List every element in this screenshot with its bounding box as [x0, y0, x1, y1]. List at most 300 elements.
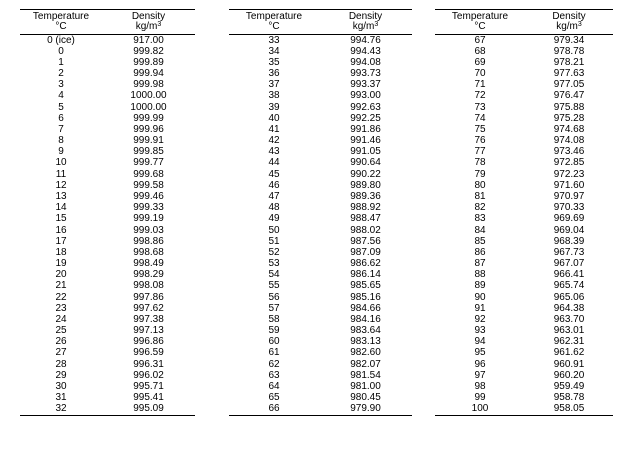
- temperature-cell: 22: [55, 291, 67, 303]
- table-row: [229, 225, 412, 236]
- table-row: [435, 404, 613, 416]
- temperature-cell: 21: [55, 280, 67, 292]
- temperature-cell: 35: [268, 56, 280, 68]
- temperature-cell: 34: [268, 45, 280, 57]
- table-row: [229, 91, 412, 102]
- temperature-cell: 38: [268, 90, 280, 102]
- table-row: [229, 57, 412, 68]
- table-row: [20, 314, 195, 325]
- temperature-cell: 45: [268, 168, 280, 180]
- table-row: [20, 102, 195, 113]
- table-row: [435, 169, 613, 180]
- table-row: [435, 91, 613, 102]
- table-row: [229, 258, 412, 269]
- temperature-unit: °C: [20, 22, 102, 35]
- temperature-cell: 51: [268, 235, 280, 247]
- density-cell: 990.22: [350, 168, 381, 180]
- table-row: [435, 158, 613, 169]
- density-table-3: [435, 9, 613, 416]
- table-row: [435, 203, 613, 214]
- temperature-cell: 87: [474, 258, 486, 270]
- density-cell: 992.25: [350, 112, 381, 124]
- temperature-cell: 2: [58, 68, 64, 80]
- temperature-cell: 41: [268, 123, 280, 135]
- temperature-cell: 55: [268, 280, 280, 292]
- table-row: [20, 292, 195, 303]
- table-row: [229, 348, 412, 359]
- temperature-cell: 74: [474, 112, 486, 124]
- table-row: [435, 325, 613, 336]
- temperature-cell: 65: [268, 392, 280, 404]
- table-row: [229, 80, 412, 91]
- table-row: [435, 35, 613, 47]
- density-cell: 972.85: [553, 157, 585, 169]
- temperature-cell: 60: [268, 336, 280, 348]
- density-cell: 995.41: [133, 392, 164, 404]
- temperature-cell: 54: [268, 269, 280, 281]
- table-row: [229, 359, 412, 370]
- density-cell: 986.62: [350, 258, 381, 270]
- temperature-cell: 25: [55, 325, 67, 337]
- temperature-cell: 52: [268, 246, 280, 258]
- density-cell: 969.04: [553, 224, 585, 236]
- table-row: [435, 281, 613, 292]
- temperature-cell: 96: [474, 358, 486, 370]
- density-cell: 999.91: [133, 135, 164, 147]
- temperature-cell: 5: [58, 101, 64, 113]
- table-row: [229, 203, 412, 214]
- density-cell: 999.03: [133, 224, 164, 236]
- table-row: [229, 136, 412, 147]
- temperature-cell: 6: [58, 112, 64, 124]
- density-cell: 999.89: [133, 56, 164, 68]
- temperature-cell: 66: [229, 404, 319, 416]
- table-row: [20, 381, 195, 392]
- density-cell: 999.46: [133, 190, 164, 202]
- density-cell: 983.13: [350, 336, 381, 348]
- density-cell: 998.08: [133, 280, 164, 292]
- density-unit: $kg/m^3$: [102, 22, 195, 35]
- density-cell: 974.68: [553, 123, 585, 135]
- temperature-cell: 91: [474, 302, 486, 314]
- density-cell: 974.08: [553, 135, 585, 147]
- temperature-cell: 0 (ice): [47, 34, 75, 46]
- table-row: [229, 247, 412, 258]
- temperature-cell: 89: [474, 280, 486, 292]
- density-cell: 970.97: [553, 190, 585, 202]
- density-cell: 999.68: [133, 168, 164, 180]
- density-cell: 991.46: [350, 135, 381, 147]
- temperature-cell: 67: [474, 34, 486, 46]
- temperature-cell: 44: [268, 157, 280, 169]
- temperature-cell: 33: [268, 34, 280, 46]
- density-cell: 994.43: [350, 45, 381, 57]
- density-cell: 989.80: [350, 179, 381, 191]
- temperature-cell: 71: [474, 79, 486, 91]
- table-row: [20, 281, 195, 292]
- table-row: [435, 370, 613, 381]
- table-row: [435, 113, 613, 124]
- density-cell: 978.78: [553, 45, 585, 57]
- density-cell: 966.41: [553, 269, 585, 281]
- temperature-cell: 58: [268, 313, 280, 325]
- temperature-cell: 40: [268, 112, 280, 124]
- temperature-cell: 8: [58, 135, 64, 147]
- table-row: [435, 136, 613, 147]
- table-row: [229, 303, 412, 314]
- density-cell: 975.88: [553, 101, 585, 113]
- temperature-cell: 30: [55, 380, 67, 392]
- temperature-cell: 11: [55, 168, 67, 180]
- table-row: [435, 337, 613, 348]
- table-row: [435, 292, 613, 303]
- temperature-cell: 4: [58, 90, 64, 102]
- table-row: [20, 69, 195, 80]
- table-row: [229, 214, 412, 225]
- temperature-cell: 64: [268, 380, 280, 392]
- table-row: [435, 102, 613, 113]
- table-row: [20, 80, 195, 91]
- table-row: [435, 124, 613, 135]
- density-cell: 999.19: [133, 213, 164, 225]
- table-row: [20, 46, 195, 57]
- table-row: [435, 225, 613, 236]
- temperature-cell: 15: [55, 213, 67, 225]
- table-row: [229, 180, 412, 191]
- table-row: [229, 325, 412, 336]
- temperature-cell: 28: [55, 358, 67, 370]
- table-row: [20, 147, 195, 158]
- temperature-cell: 32: [20, 404, 102, 416]
- density-cell: 988.02: [350, 224, 381, 236]
- table-row: [229, 337, 412, 348]
- density-cell: 999.82: [133, 45, 164, 57]
- temperature-cell: 20: [55, 269, 67, 281]
- table-row: [229, 124, 412, 135]
- density-cell: 987.09: [350, 246, 381, 258]
- table-row: [20, 124, 195, 135]
- density-cell: 992.63: [350, 101, 381, 113]
- density-cell: 993.73: [350, 68, 381, 80]
- density-cell: 982.07: [350, 358, 381, 370]
- temperature-cell: 76: [474, 135, 486, 147]
- table-row: [435, 393, 613, 404]
- table-row: [20, 91, 195, 102]
- table-row: [20, 258, 195, 269]
- density-cell: 975.28: [553, 112, 585, 124]
- density-header: Density: [319, 10, 412, 23]
- table-row: [435, 46, 613, 57]
- temperature-cell: 98: [474, 380, 486, 392]
- density-cell: 998.86: [133, 235, 164, 247]
- temperature-cell: 42: [268, 135, 280, 147]
- density-cell: 999.99: [133, 112, 164, 124]
- table-row: [20, 169, 195, 180]
- temperature-cell: 0: [58, 45, 64, 57]
- table-row: [20, 247, 195, 258]
- temperature-cell: 73: [474, 101, 486, 113]
- table-row: [20, 191, 195, 202]
- table-row: [435, 303, 613, 314]
- table-row: [20, 35, 195, 47]
- density-header: Density: [102, 10, 195, 23]
- temperature-cell: 17: [55, 235, 67, 247]
- density-cell: 971.60: [553, 179, 585, 191]
- temperature-cell: 29: [55, 369, 67, 381]
- density-cell: 965.06: [553, 291, 585, 303]
- density-cell: 987.56: [350, 235, 381, 247]
- temperature-cell: 18: [55, 246, 67, 258]
- table-row: [229, 69, 412, 80]
- temperature-cell: 50: [268, 224, 280, 236]
- density-cell: 997.62: [133, 302, 164, 314]
- density-cell: 960.20: [553, 369, 585, 381]
- density-cell: 999.58: [133, 179, 164, 191]
- table-row: [20, 370, 195, 381]
- temperature-unit: °C: [229, 22, 319, 35]
- density-cell: 998.68: [133, 246, 164, 258]
- table-row: [229, 404, 412, 416]
- density-cell: 978.21: [553, 56, 585, 68]
- temperature-cell: 16: [55, 224, 67, 236]
- temperature-cell: 36: [268, 68, 280, 80]
- temperature-cell: 95: [474, 347, 486, 359]
- density-cell: 967.73: [553, 246, 585, 258]
- density-cell: 991.86: [350, 123, 381, 135]
- density-cell: 1000.00: [130, 101, 167, 113]
- density-cell: 998.49: [133, 258, 164, 270]
- density-table-2: [229, 9, 412, 416]
- temperature-cell: 94: [474, 336, 486, 348]
- table-row: [435, 80, 613, 91]
- temperature-cell: 100: [435, 404, 525, 416]
- density-cell: 988.47: [350, 213, 381, 225]
- temperature-cell: 61: [268, 347, 280, 359]
- table-row: [229, 381, 412, 392]
- temperature-cell: 31: [55, 392, 67, 404]
- density-cell: 996.31: [133, 358, 164, 370]
- temperature-cell: 3: [58, 79, 64, 91]
- table-row: [435, 214, 613, 225]
- density-cell: 999.85: [133, 146, 164, 158]
- density-cell: 991.05: [350, 146, 381, 158]
- table-row: [435, 69, 613, 80]
- temperature-header: Temperature: [435, 10, 525, 23]
- density-cell: 977.63: [553, 68, 585, 80]
- temperature-cell: 81: [474, 190, 486, 202]
- temperature-cell: 27: [55, 347, 67, 359]
- temperature-cell: 23: [55, 302, 67, 314]
- temperature-cell: 78: [474, 157, 486, 169]
- temperature-cell: 88: [474, 269, 486, 281]
- temperature-cell: 12: [55, 179, 67, 191]
- density-cell: 999.98: [133, 79, 164, 91]
- table-row: [229, 46, 412, 57]
- density-cell: 967.07: [553, 258, 585, 270]
- table-row: [229, 102, 412, 113]
- temperature-cell: 84: [474, 224, 486, 236]
- temperature-cell: 9: [58, 146, 64, 158]
- table-row: [435, 359, 613, 370]
- density-cell: 995.71: [133, 380, 164, 392]
- density-cell: 962.31: [553, 336, 585, 348]
- table-row: [229, 236, 412, 247]
- table-row: [435, 236, 613, 247]
- density-cell: 959.49: [553, 380, 585, 392]
- table-row: [20, 236, 195, 247]
- table-row: [20, 203, 195, 214]
- table-row: [229, 314, 412, 325]
- temperature-cell: 79: [474, 168, 486, 180]
- density-cell: 985.16: [350, 291, 381, 303]
- table-row: [435, 180, 613, 191]
- temperature-cell: 26: [55, 336, 67, 348]
- density-cell: 999.96: [133, 123, 164, 135]
- temperature-cell: 86: [474, 246, 486, 258]
- table-row: [20, 225, 195, 236]
- temperature-cell: 7: [58, 123, 64, 135]
- table-row: [229, 35, 412, 47]
- temperature-unit: °C: [435, 22, 525, 35]
- density-cell: 979.90: [319, 404, 412, 416]
- table-row: [229, 158, 412, 169]
- density-cell: 999.77: [133, 157, 164, 169]
- density-cell: 979.34: [553, 34, 585, 46]
- temperature-cell: 83: [474, 213, 486, 225]
- temperature-cell: 99: [474, 392, 486, 404]
- table-row: [229, 169, 412, 180]
- temperature-cell: 48: [268, 202, 280, 214]
- temperature-cell: 49: [268, 213, 280, 225]
- temperature-cell: 62: [268, 358, 280, 370]
- table-row: [435, 270, 613, 281]
- table-row: [435, 247, 613, 258]
- temperature-cell: 82: [474, 202, 486, 214]
- table-row: [229, 370, 412, 381]
- temperature-cell: 80: [474, 179, 486, 191]
- density-cell: 964.38: [553, 302, 585, 314]
- temperature-cell: 56: [268, 291, 280, 303]
- density-cell: 917.00: [133, 34, 164, 46]
- table-row: [20, 214, 195, 225]
- density-cell: 990.64: [350, 157, 381, 169]
- temperature-cell: 46: [268, 179, 280, 191]
- table-row: [435, 191, 613, 202]
- density-cell: 973.46: [553, 146, 585, 158]
- table-row: [229, 292, 412, 303]
- density-cell: 981.54: [350, 369, 381, 381]
- temperature-cell: 13: [55, 190, 67, 202]
- density-cell: 976.47: [553, 90, 585, 102]
- density-cell: 989.36: [350, 190, 381, 202]
- density-cell: 970.33: [553, 202, 585, 214]
- density-cell: 997.38: [133, 313, 164, 325]
- table-row: [20, 404, 195, 416]
- table-row: [229, 147, 412, 158]
- table-row: [229, 113, 412, 124]
- density-cell: 980.45: [350, 392, 381, 404]
- density-cell: 984.66: [350, 302, 381, 314]
- density-cell: 996.86: [133, 336, 164, 348]
- density-cell: 968.39: [553, 235, 585, 247]
- temperature-cell: 69: [474, 56, 486, 68]
- density-cell: 998.29: [133, 269, 164, 281]
- table-row: [20, 113, 195, 124]
- table-row: [20, 57, 195, 68]
- density-cell: 996.59: [133, 347, 164, 359]
- density-cell: 988.92: [350, 202, 381, 214]
- temperature-cell: 39: [268, 101, 280, 113]
- table-row: [435, 348, 613, 359]
- density-cell: 963.01: [553, 325, 585, 337]
- density-cell: 986.14: [350, 269, 381, 281]
- temperature-cell: 14: [55, 202, 67, 214]
- temperature-cell: 43: [268, 146, 280, 158]
- density-cell: 993.00: [350, 90, 381, 102]
- density-cell: 981.00: [350, 380, 381, 392]
- density-cell: 977.05: [553, 79, 585, 91]
- density-cell: 994.76: [350, 34, 381, 46]
- density-cell: 994.08: [350, 56, 381, 68]
- table-row: [435, 314, 613, 325]
- density-cell: 972.23: [553, 168, 585, 180]
- table-row: [20, 270, 195, 281]
- table-row: [20, 180, 195, 191]
- density-cell: 963.70: [553, 313, 585, 325]
- temperature-cell: 93: [474, 325, 486, 337]
- density-unit: $kg/m^3$: [525, 22, 613, 35]
- table-row: [20, 136, 195, 147]
- table-row: [435, 258, 613, 269]
- table-row: [20, 337, 195, 348]
- table-row: [229, 281, 412, 292]
- table-row: [20, 359, 195, 370]
- temperature-cell: 70: [474, 68, 486, 80]
- temperature-cell: 10: [55, 157, 67, 169]
- density-cell: 958.05: [525, 404, 613, 416]
- temperature-header: Temperature: [20, 10, 102, 23]
- table-row: [20, 393, 195, 404]
- density-header: Density: [525, 10, 613, 23]
- density-cell: 997.86: [133, 291, 164, 303]
- temperature-cell: 24: [55, 313, 67, 325]
- temperature-cell: 97: [474, 369, 486, 381]
- density-cell: 993.37: [350, 79, 381, 91]
- temperature-cell: 68: [474, 45, 486, 57]
- temperature-cell: 90: [474, 291, 486, 303]
- temperature-cell: 63: [268, 369, 280, 381]
- temperature-cell: 57: [268, 302, 280, 314]
- temperature-cell: 53: [268, 258, 280, 270]
- density-cell: 997.13: [133, 325, 164, 337]
- temperature-cell: 19: [55, 258, 67, 270]
- density-cell: 999.94: [133, 68, 164, 80]
- temperature-cell: 72: [474, 90, 486, 102]
- temperature-cell: 75: [474, 123, 486, 135]
- density-cell: 999.33: [133, 202, 164, 214]
- density-table-1: [20, 9, 195, 416]
- density-cell: 958.78: [553, 392, 585, 404]
- density-cell: 984.16: [350, 313, 381, 325]
- temperature-header: Temperature: [229, 10, 319, 23]
- density-cell: 965.74: [553, 280, 585, 292]
- table-row: [20, 325, 195, 336]
- temperature-cell: 1: [58, 56, 64, 68]
- temperature-cell: 92: [474, 313, 486, 325]
- temperature-cell: 85: [474, 235, 486, 247]
- table-row: [229, 191, 412, 202]
- table-row: [20, 303, 195, 314]
